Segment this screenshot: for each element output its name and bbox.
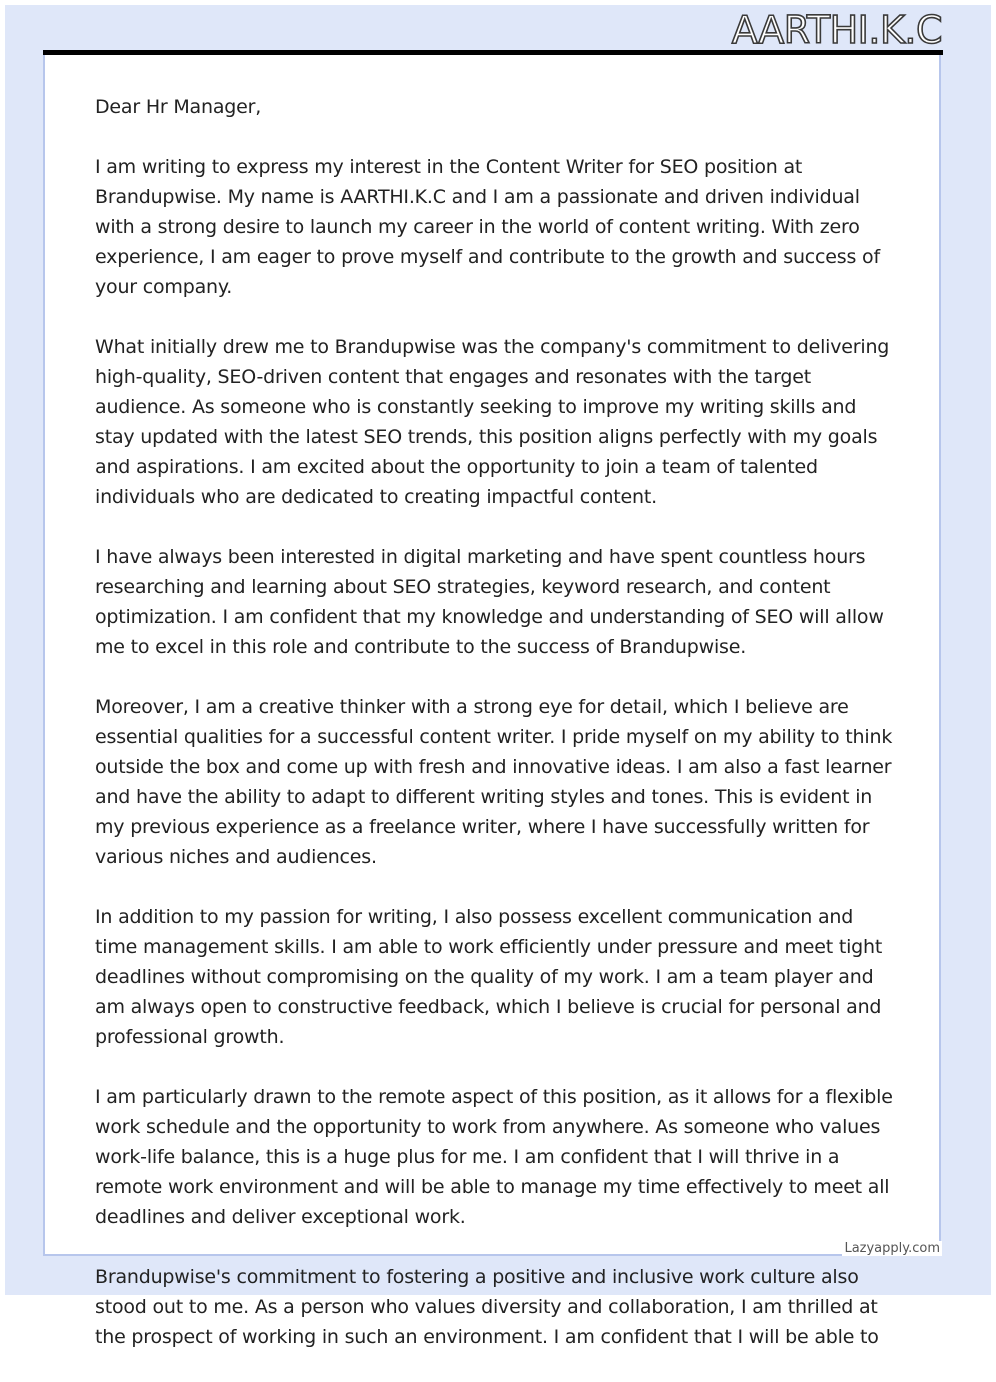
letter-paragraph: Brandupwise's commitment to fostering a positive and inclusive work culture also stood out to me. As a person who values diversity and collaboration, I am thrilled at the prospect of working in such an environment. I am confident that I will be able to bbox=[95, 1266, 879, 1348]
applicant-name-header: AARTHI.K.C bbox=[731, 8, 942, 52]
footer-brand-link[interactable]: Lazyapply.com bbox=[844, 1241, 940, 1256]
letter-paragraph: I am particularly drawn to the remote aspect of this position, as it allows for a flexible work schedule and the opportunity to work from anywhere. As someone who values work-life balance, this is a huge plus for me. I am confident that I will thrive in a remote work environment and will be able to manage my time effectively to meet all deadlines and deliver exceptional work. bbox=[95, 1086, 893, 1228]
letter-paragraph: I have always been interested in digital marketing and have spent countless hours researching and learning about SEO strategies, keyword research, and content optimization. I am confident that my knowledge and understanding of SEO will allow me to excel in this role and contribute to the success of Brandupwise. bbox=[95, 546, 884, 658]
letter-paragraph: What initially drew me to Brandupwise was the company's commitment to delivering high-quality, SEO-driven content that engages and resonates with the target audience. As someone who is constantly seeking to improve my writing skills and stay updated with the latest SEO trends, this position aligns perfectly with my goals and aspirations. I am excited about the opportunity to join a team of talented individuals who are dedicated to creating impactful content. bbox=[95, 336, 890, 508]
letter-paragraph: Moreover, I am a creative thinker with a strong eye for detail, which I believe are essential qualities for a successful content writer. I pride myself on my ability to think outside the box and come up with fresh and innovative ideas. I am also a fast learner and have the ability to adapt to different writing styles and tones. This is evident in my previous experience as a freelance writer, where I have successfully written for various niches and audiences. bbox=[95, 696, 893, 868]
salutation: Dear Hr Manager, bbox=[95, 96, 262, 118]
letter-paragraph: I am writing to express my interest in the Content Writer for SEO position at Brandupwise. My name is AARTHI.K.C and I am a passionate and driven individual with a strong desire to launch my career in the world of content writing. With zero experience, I am eager to prove myself and contribute to the growth and success of your company. bbox=[95, 156, 880, 298]
cover-letter-body bbox=[95, 92, 895, 1382]
letter-paragraph: In addition to my passion for writing, I also possess excellent communication and time management skills. I am able to work efficiently under pressure and meet tight deadlines without compromising on the quality of my work. I am a team player and am always open to constructive feedback, which I believe is crucial for personal and professional growth. bbox=[95, 906, 883, 1048]
